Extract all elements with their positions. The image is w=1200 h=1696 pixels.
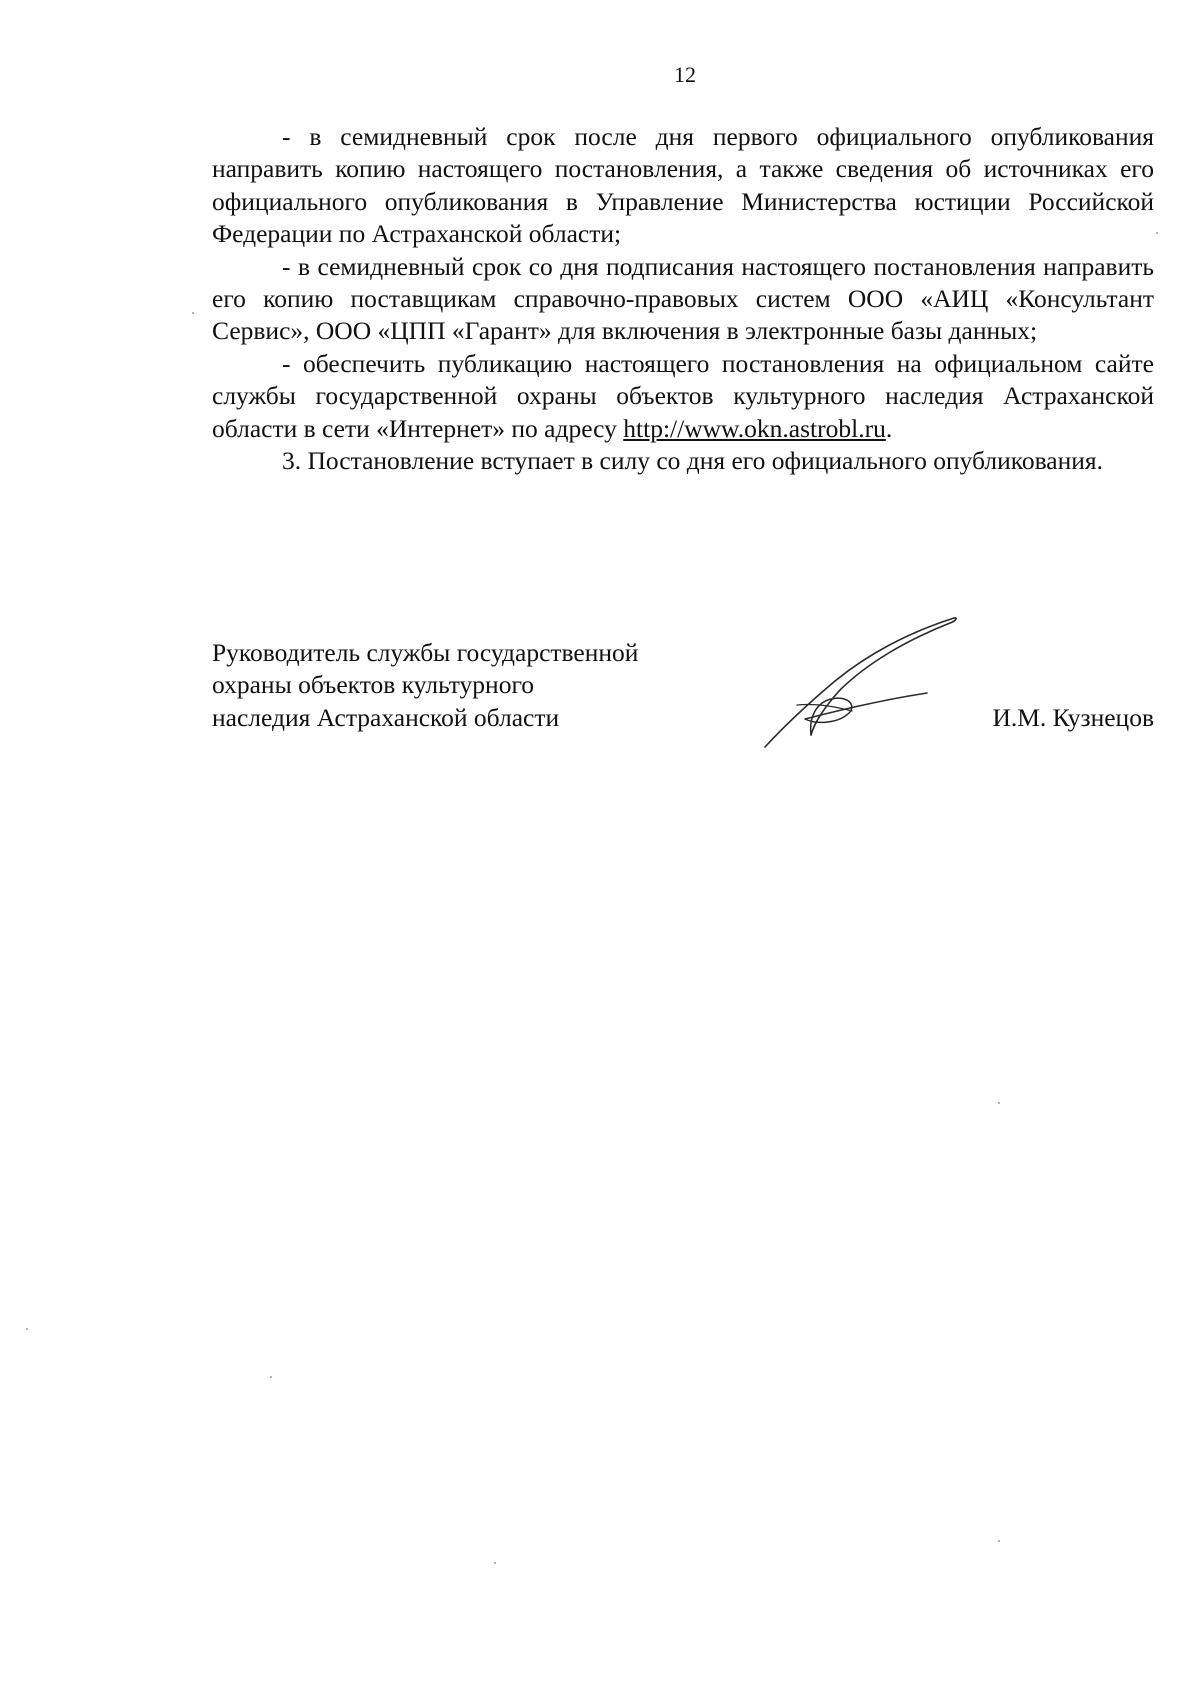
page-number: 12 [674, 62, 696, 87]
scan-speck [26, 1328, 28, 1330]
scan-speck [1156, 232, 1158, 234]
scan-speck [192, 312, 194, 314]
paragraph-entry-into-force: 3. Постановление вступает в силу со дня его официального опубликования. [282, 446, 1103, 476]
signature-block [212, 637, 1154, 757]
publication-period: . [885, 413, 893, 443]
scan-speck [998, 1540, 1000, 1542]
signer-name: И.М. Кузнецов [992, 702, 1154, 732]
paragraph-website-publication [212, 348, 1154, 445]
document-body [212, 121, 1154, 477]
paragraph-legal-systems: - в семидневный срок со дня подписания настоящего постановления направить его копию поставщикам справочно-правовых систем ООО «АИЦ «Консультант Сервис», ООО «ЦПП «Гарант» для включения в электронные базы данных; [212, 251, 1154, 346]
scan-speck [998, 1102, 1000, 1104]
signer-title-line: охраны объектов культурного [212, 670, 535, 700]
signer-title-line: Руководитель службы государственной [212, 638, 639, 667]
handwritten-signature-icon [757, 615, 987, 750]
scan-speck [270, 1376, 272, 1378]
signer-title [212, 637, 638, 734]
signature-stroke [805, 693, 927, 735]
signature-stroke [765, 618, 956, 747]
publication-text: - обеспечить публикацию настоящего постановления на официальном сайте службы государственной охраны объектов культурного наследия Астраханской области в сети «Интернет» по адресу [212, 348, 1154, 443]
scan-speck [494, 1562, 496, 1564]
paragraph-justice-copy: - в семидневный срок после дня первого официального опубликования направить копию настоящего постановления, а также сведения об источниках его официального опубликования в Управление Министерства юстиции Российской Федерации по Астраханской области; [212, 122, 1154, 249]
website-link[interactable]: http://www.okn.astrobl.ru [623, 413, 886, 443]
signer-title-line: наследия Астраханской области [212, 702, 560, 732]
